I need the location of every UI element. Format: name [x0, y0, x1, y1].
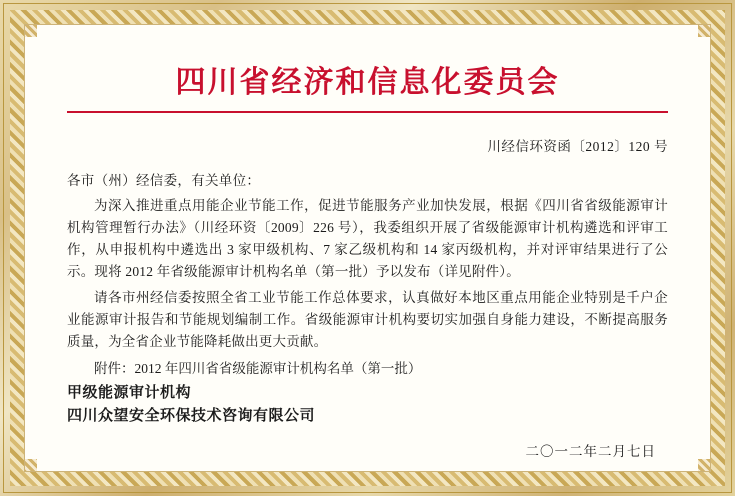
decorative-gold-border — [10, 10, 725, 486]
body-paragraph-1: 为深入推进重点用能企业节能工作，促进节能服务产业加快发展，根据《四川省省级能源审计机构管理暂行办法》（川经环资〔2009〕226 号），我委组织开展了省级能源审计机构遴选和评审工作，从申报机构中遴选出 3 家甲级机构、7 家乙级机构和 14 家丙级机构，并对评审结果进行了公示。现将 2012 年省级能源审计机构名单（第一批）予以发布（详见附件）。 — [67, 198, 668, 279]
document-paper — [24, 24, 711, 472]
salutation: 各市（州）经信委，有关单位： — [67, 173, 261, 188]
category-heading: 甲级能源审计机构 — [67, 384, 192, 401]
attachment-line: 附件：2012 年四川省省级能源审计机构名单（第一批） — [94, 361, 422, 377]
company-name: 四川众望安全环保技术咨询有限公司 — [67, 407, 316, 424]
document-body — [25, 25, 710, 471]
body-paragraph-2: 请各市州经信委按照全省工业节能工作总体要求，认真做好本地区重点用能企业特别是千户企业能源审计报告和节能规划编制工作。省级能源审计机构要切实加强自身能力建设，不断提高服务质量，为全省企业节能降耗做出更大贡献。 — [67, 290, 668, 350]
issue-date: 二〇一二年二月七日 — [525, 444, 656, 460]
document-number: 川经信环资函〔2012〕120 号 — [487, 139, 668, 154]
title-divider-rule — [67, 111, 668, 113]
issuing-organization-title: 四川省经济和信息化委员会 — [175, 66, 560, 99]
